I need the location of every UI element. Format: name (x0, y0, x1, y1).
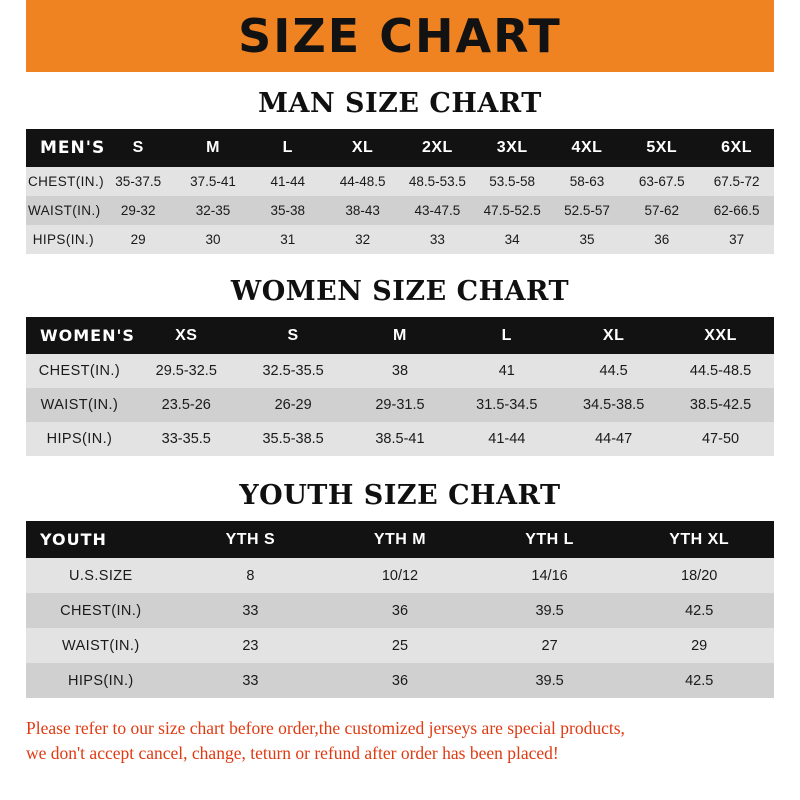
table-row (26, 354, 774, 388)
cell-waist-yth-s: 23 (242, 637, 259, 654)
cell-chest-yth-l: 39.5 (535, 602, 564, 619)
cell-chest-m: 37.5-41 (190, 174, 236, 189)
table-row (26, 628, 774, 663)
row-label-hips: HIPS(IN.) (67, 672, 134, 689)
cell-hips-6xl: 37 (729, 232, 745, 247)
cell-waist-xxl: 38.5-42.5 (689, 397, 752, 413)
row-label-chest: CHEST(IN.) (60, 602, 142, 619)
cell-chest-yth-m: 36 (391, 602, 409, 619)
header-cell-rowlabel: YOUTH (40, 530, 107, 549)
header-cell-yth-m: YTH M (373, 530, 427, 548)
section-title-women: WOMEN SIZE CHART (230, 276, 570, 307)
table-youth-head (26, 521, 774, 558)
banner-left-margin (0, 0, 26, 72)
table-man-body (26, 167, 774, 254)
cell-chest-yth-xl: 42.5 (685, 602, 714, 619)
table-women-head (26, 317, 774, 354)
table-row (26, 167, 774, 196)
cell-waist-yth-xl: 29 (691, 637, 708, 654)
section-man (26, 88, 774, 254)
table-row (26, 558, 774, 593)
cell-chest-xl: 44-48.5 (339, 174, 386, 189)
table-row (26, 225, 774, 254)
header-cell-xl: XL (351, 139, 374, 156)
header-cell-s: S (132, 139, 144, 156)
cell-chest-m: 38 (391, 363, 409, 379)
section-women (26, 276, 774, 456)
table-row (26, 593, 774, 628)
section-title-man: MAN SIZE CHART (258, 88, 542, 119)
cell-us-size-yth-xl: 18/20 (681, 567, 718, 584)
row-label-waist: WAIST(IN.) (28, 203, 101, 218)
cell-waist-m: 32-35 (195, 203, 231, 218)
cell-hips-yth-m: 36 (391, 672, 409, 689)
cell-chest-s: 35-37.5 (115, 174, 162, 189)
cell-hips-s: 35.5-38.5 (262, 431, 324, 447)
cell-us-size-yth-s: 8 (246, 567, 255, 584)
cell-waist-6xl: 62-66.5 (713, 203, 760, 218)
cell-hips-m: 30 (205, 232, 221, 247)
cell-hips-m: 38.5-41 (375, 431, 425, 447)
table-youth-size (26, 521, 774, 698)
cell-hips-xl: 44-47 (595, 431, 633, 447)
header-cell-5xl: 5XL (646, 139, 678, 156)
cell-waist-3xl: 47.5-52.5 (483, 203, 541, 218)
cell-waist-yth-m: 25 (391, 637, 409, 654)
header-cell-l: L (501, 326, 512, 344)
cell-hips-xl: 32 (355, 232, 371, 247)
chart-content (0, 88, 800, 698)
banner-right-margin (774, 0, 800, 72)
table-header-row (26, 129, 774, 167)
header-cell-m: M (393, 326, 407, 344)
cell-hips-2xl: 33 (429, 232, 445, 247)
header-cell-rowlabel: MEN'S (40, 138, 106, 158)
cell-waist-xl: 34.5-38.5 (583, 397, 645, 413)
cell-us-size-yth-l: 14/16 (531, 567, 568, 584)
header-cell-yth-s: YTH S (225, 530, 276, 548)
header-cell-2xl: 2XL (421, 139, 453, 156)
cell-chest-l: 41 (498, 363, 515, 379)
cell-waist-l: 31.5-34.5 (476, 397, 538, 413)
row-label-waist: WAIST(IN.) (40, 397, 119, 413)
cell-chest-xl: 44.5 (599, 363, 628, 379)
cell-hips-5xl: 36 (654, 232, 670, 247)
header-banner (0, 0, 800, 72)
row-label-waist: WAIST(IN.) (62, 637, 140, 654)
cell-chest-xs: 29.5-32.5 (155, 363, 217, 379)
row-label-chest: CHEST(IN.) (28, 174, 104, 189)
row-label-us-size: U.S.SIZE (68, 567, 133, 584)
header-cell-m: M (206, 139, 220, 156)
cell-hips-xs: 33-35.5 (161, 431, 211, 447)
cell-chest-6xl: 67.5-72 (713, 174, 760, 189)
cell-hips-4xl: 35 (579, 232, 595, 247)
table-row (26, 388, 774, 422)
table-man-size (26, 129, 774, 254)
cell-chest-5xl: 63-67.5 (638, 174, 685, 189)
note-line-1: Please refer to our size chart before order,the customized jerseys are special products, (26, 718, 625, 738)
table-man-head (26, 129, 774, 167)
row-label-hips: HIPS(IN.) (46, 431, 113, 447)
cell-waist-yth-l: 27 (541, 637, 558, 654)
table-row (26, 422, 774, 456)
note-line-2: we don't accept cancel, change, teturn or refund after order has been placed! (26, 743, 559, 764)
cell-waist-xs: 23.5-26 (161, 397, 211, 413)
section-title-youth: YOUTH SIZE CHART (239, 480, 561, 511)
cell-hips-yth-xl: 42.5 (685, 672, 714, 689)
header-cell-xs: XS (175, 326, 198, 344)
cell-hips-s: 29 (130, 232, 146, 247)
order-policy-note (26, 716, 774, 767)
header-cell-4xl: 4XL (571, 139, 603, 156)
cell-waist-s: 26-29 (274, 397, 312, 413)
cell-waist-2xl: 43-47.5 (414, 203, 461, 218)
cell-hips-l: 41-44 (488, 431, 526, 447)
cell-hips-yth-l: 39.5 (535, 672, 564, 689)
header-cell-yth-l: YTH L (525, 530, 574, 548)
cell-waist-l: 35-38 (270, 203, 306, 218)
table-women-size (26, 317, 774, 456)
cell-hips-l: 31 (280, 232, 296, 247)
header-cell-3xl: 3XL (496, 139, 528, 156)
header-cell-xxl: XXL (704, 326, 737, 344)
row-label-chest: CHEST(IN.) (38, 363, 121, 379)
table-women-body (26, 354, 774, 456)
table-header-row (26, 521, 774, 558)
page-title: SIZE CHART (238, 9, 562, 63)
cell-us-size-yth-m: 10/12 (381, 567, 419, 584)
cell-waist-5xl: 57-62 (644, 203, 680, 218)
cell-chest-3xl: 53.5-58 (489, 174, 536, 189)
header-cell-l: L (282, 139, 293, 156)
row-label-hips: HIPS(IN.) (32, 232, 95, 247)
cell-chest-xxl: 44.5-48.5 (689, 363, 752, 379)
cell-chest-yth-s: 33 (242, 602, 259, 619)
cell-hips-xxl: 47-50 (701, 431, 740, 447)
table-youth-body (26, 558, 774, 698)
cell-waist-m: 29-31.5 (375, 397, 425, 413)
cell-hips-3xl: 34 (504, 232, 520, 247)
cell-chest-s: 32.5-35.5 (262, 363, 324, 379)
cell-waist-4xl: 52.5-57 (564, 203, 610, 218)
cell-chest-2xl: 48.5-53.5 (408, 174, 466, 189)
cell-chest-l: 41-44 (270, 174, 306, 189)
header-cell-6xl: 6XL (721, 139, 752, 156)
table-header-row (26, 317, 774, 354)
table-row (26, 196, 774, 225)
cell-waist-s: 29-32 (120, 203, 156, 218)
cell-waist-xl: 38-43 (345, 203, 380, 218)
header-cell-s: S (287, 326, 299, 344)
header-cell-xl: XL (602, 326, 625, 344)
table-row (26, 663, 774, 698)
header-cell-rowlabel: WOMEN'S (40, 326, 135, 345)
section-youth (26, 480, 774, 698)
cell-hips-yth-s: 33 (242, 672, 259, 689)
cell-chest-4xl: 58-63 (569, 174, 605, 189)
header-cell-yth-xl: YTH XL (669, 530, 730, 548)
